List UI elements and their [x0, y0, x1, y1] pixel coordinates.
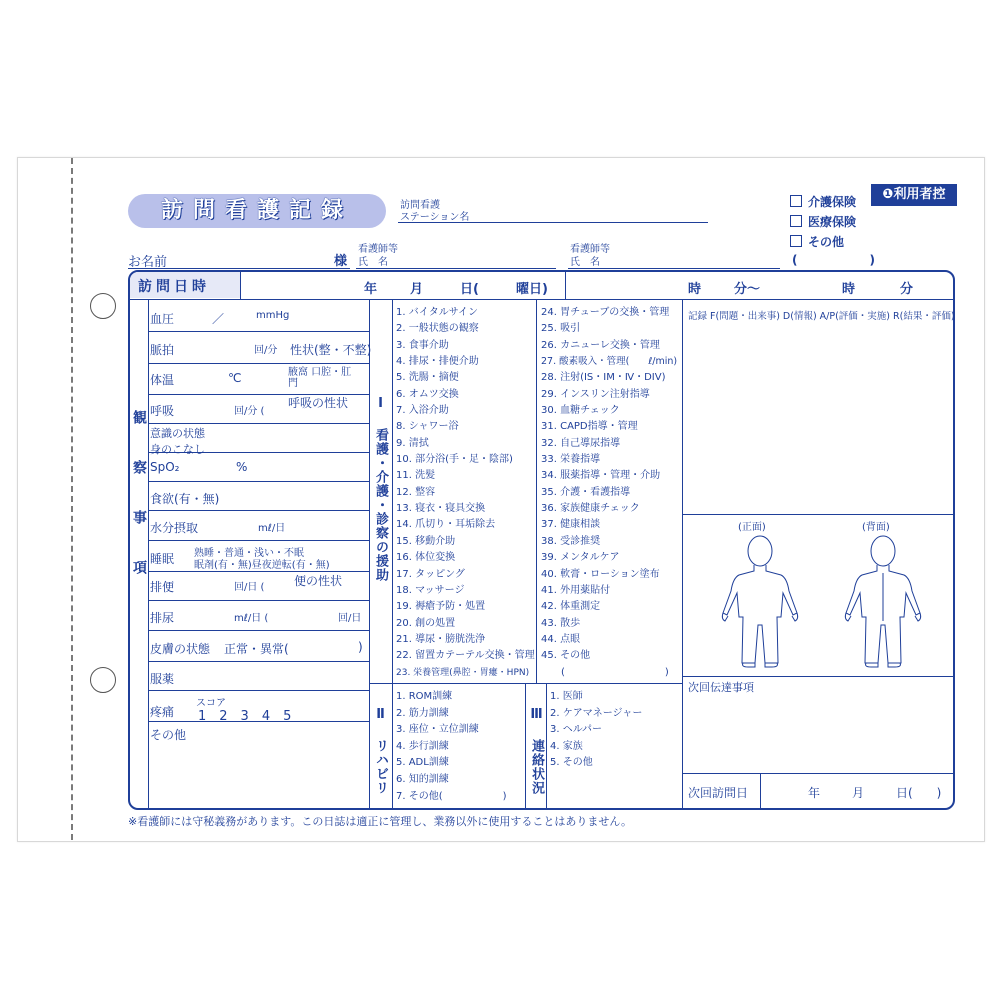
nurse-label-2: 氏 名: [358, 257, 388, 268]
punch-hole-top: [90, 293, 116, 319]
care-item[interactable]: 36. 家族健康チェック: [541, 503, 640, 515]
confidentiality-notice: ※看護師には守秘義務があります。この日誌は適正に管理し、業務以外に使用することはありません。: [128, 815, 632, 828]
section1-list-right: [541, 305, 677, 681]
care-item[interactable]: 20. 創の処置: [396, 617, 456, 629]
divider: [392, 300, 393, 683]
care-item[interactable]: 9. 清拭: [396, 437, 429, 449]
divider: [546, 684, 547, 808]
care-item[interactable]: 30. 血糖チェック: [541, 405, 620, 417]
divider: [149, 423, 369, 424]
divider: [525, 684, 526, 808]
divider: [565, 271, 566, 300]
obs-temperature: 体温 ℃ 腋窩 口腔・肛門: [150, 367, 352, 389]
care-item[interactable]: 28. 注射(IS・IM・Ⅳ・DIV): [541, 372, 666, 384]
care-item[interactable]: 21. 導尿・膀胱洗浄: [396, 633, 486, 645]
care-item[interactable]: 3. 食事介助: [396, 339, 449, 351]
nurse2-label-2: 氏 名: [570, 257, 600, 268]
care-item[interactable]: 32. 自己導尿指導: [541, 437, 621, 449]
visit-label: 訪問日時: [138, 279, 210, 295]
other-paren: ( ): [792, 253, 875, 267]
contact-item[interactable]: 2. ケアマネージャー: [550, 707, 643, 719]
visit-minute-start: 分〜: [734, 282, 761, 297]
visit-month: 月: [410, 282, 424, 297]
divider: [149, 481, 369, 482]
care-item[interactable]: 38. 受診推奨: [541, 535, 601, 547]
care-item[interactable]: 13. 寝衣・寝具交換: [396, 503, 486, 515]
care-item[interactable]: 11. 洗髪: [396, 470, 436, 482]
divider: [149, 630, 369, 631]
section2-list: [396, 689, 507, 805]
contact-item[interactable]: 4. 家族: [550, 740, 583, 752]
section1-list-left: [396, 305, 535, 681]
obs-fluid-intake: 水分摂取 mℓ/日: [150, 521, 286, 535]
obs-pulse: 脈拍 回/分 性状(整・不整): [150, 343, 372, 357]
rehab-item[interactable]: 7. その他( ): [396, 790, 507, 802]
station-line: [398, 222, 708, 223]
obs-medication: 服薬: [150, 672, 175, 686]
form-title: 訪問看護記録: [128, 194, 386, 228]
care-item[interactable]: 2. 一般状態の観察: [396, 323, 479, 335]
care-item[interactable]: 44. 点眼: [541, 633, 581, 645]
divider: [392, 684, 393, 808]
insurance-option-1[interactable]: 介護保険: [790, 193, 856, 210]
honorific: 様: [334, 254, 348, 269]
next-visit-year: 年: [808, 786, 821, 800]
divider: [536, 300, 537, 683]
care-item[interactable]: 41. 外用薬貼付: [541, 584, 611, 596]
contact-item[interactable]: 1. 医師: [550, 691, 583, 702]
care-item[interactable]: 29. インスリン注射指導: [541, 388, 650, 400]
obs-blood-pressure: 血圧 ／ mmHg: [150, 310, 290, 326]
rehab-item[interactable]: 4. 歩行訓練: [396, 740, 449, 752]
divider: [683, 773, 954, 774]
perforation-line: [71, 158, 73, 840]
divider: [370, 683, 682, 684]
rehab-item[interactable]: 2. 筋力訓練: [396, 707, 449, 719]
station-label-1: 訪問看護: [400, 200, 440, 211]
care-item[interactable]: 25. 吸引: [541, 323, 581, 335]
divider: [149, 661, 369, 662]
body-front-diagram[interactable]: [715, 533, 805, 668]
rehab-item[interactable]: 3. 座位・立位訓練: [396, 724, 479, 736]
section1-label: Ⅰ 看護・介護・診察の援助: [373, 396, 388, 582]
divider: [240, 271, 241, 300]
divider: [129, 299, 954, 300]
visit-day: 日(: [460, 282, 479, 297]
visit-weekday: 曜日): [516, 282, 548, 297]
care-item[interactable]: 26. カニューレ交換・管理: [541, 339, 660, 351]
care-item[interactable]: 4. 排尿・排便介助: [396, 356, 479, 368]
nurse-line: [356, 268, 556, 269]
rehab-item[interactable]: 1. ROM訓練: [396, 691, 453, 702]
name-label: お名前: [128, 255, 168, 270]
rehab-item[interactable]: 6. 知的訓練: [396, 773, 449, 785]
divider: [683, 514, 954, 515]
care-item[interactable]: 23. 栄養管理(鼻腔・胃瘻・HPN): [396, 667, 530, 678]
nurse2-line: [568, 268, 780, 269]
care-item[interactable]: 12. 整容: [396, 486, 436, 498]
copy-badge: ❶利用者控: [871, 184, 957, 206]
obs-other: その他: [150, 728, 187, 742]
visit-hour-start: 時: [688, 282, 702, 297]
care-item[interactable]: 27. 酸素吸入・管理( ℓ/min): [541, 356, 678, 368]
observation-section-label: 観察事項: [131, 410, 147, 610]
care-item[interactable]: 5. 洗腸・摘便: [396, 372, 459, 384]
nurse2-label-1: 看護師等: [570, 244, 610, 255]
obs-respiration: 呼吸 回/分 ( 呼吸の性状: [150, 396, 349, 418]
insurance-option-2[interactable]: 医療保険: [790, 213, 856, 230]
obs-appetite: 食欲(有・無): [150, 492, 220, 506]
insurance-option-3[interactable]: その他: [790, 233, 844, 250]
care-item[interactable]: 7. 入浴介助: [396, 405, 449, 417]
next-visit-label: 次回訪問日: [688, 786, 749, 800]
care-item[interactable]: 40. 軟膏・ローション塗布: [541, 568, 660, 580]
nurse-label-1: 看護師等: [358, 244, 398, 255]
visit-hour-end: 時: [842, 282, 856, 297]
care-item[interactable]: 35. 介護・看護指導: [541, 486, 631, 498]
care-item[interactable]: 39. メンタルケア: [541, 552, 620, 564]
front-label: (正面): [738, 522, 766, 533]
care-item[interactable]: 17. タッピング: [396, 568, 465, 580]
care-item[interactable]: 18. マッサージ: [396, 584, 465, 596]
divider: [369, 300, 370, 808]
obs-bowel: 排便 回/日 ( 便の性状: [150, 574, 343, 594]
station-label-2: ステーション名: [400, 212, 470, 223]
care-item[interactable]: 6. オムツ交換: [396, 388, 459, 400]
divider: [149, 690, 369, 691]
visit-minute-end: 分: [900, 282, 914, 297]
next-visit-day: 日( ): [896, 786, 942, 800]
section3-label: Ⅲ 連絡状況: [529, 707, 544, 795]
care-item[interactable]: 10. 部分浴(手・足・陰部): [396, 454, 513, 466]
back-label: (背面): [862, 522, 890, 533]
care-item-other-paren[interactable]: ( ): [561, 666, 669, 678]
body-back-diagram[interactable]: [838, 533, 928, 668]
care-item[interactable]: 37. 健康相談: [541, 519, 601, 531]
divider: [683, 676, 954, 677]
care-item[interactable]: 1. バイタルサイン: [396, 307, 479, 318]
care-item[interactable]: 14. 爪切り・耳垢除去: [396, 519, 496, 531]
visit-year: 年: [364, 282, 378, 297]
section3-list: [550, 689, 642, 772]
next-notes-area[interactable]: [683, 694, 954, 773]
record-area[interactable]: [683, 309, 954, 514]
care-item[interactable]: 45. その他: [541, 650, 591, 662]
contact-item[interactable]: 5. その他: [550, 757, 593, 769]
divider: [760, 774, 761, 808]
name-line: [128, 268, 350, 269]
divider: [149, 363, 369, 364]
next-notes-label: 次回伝達事項: [688, 681, 754, 694]
care-item[interactable]: 16. 体位変換: [396, 552, 456, 564]
contact-item[interactable]: 3. ヘルパー: [550, 724, 603, 736]
section2-label: Ⅱ リハビリ: [373, 707, 388, 795]
obs-consciousness: 意識の状態 身のこなし: [150, 427, 205, 456]
next-visit-month: 月: [852, 786, 865, 800]
care-item[interactable]: 43. 散歩: [541, 617, 581, 629]
care-item[interactable]: 33. 栄養指導: [541, 454, 601, 466]
obs-urination: 排尿 mℓ/日 ( 回/日: [150, 611, 362, 625]
obs-spo2: SpO₂ %: [150, 460, 248, 474]
care-item[interactable]: 15. 移動介助: [396, 535, 456, 547]
divider: [149, 510, 369, 511]
divider: [149, 540, 369, 541]
rehab-item[interactable]: 5. ADL訓練: [396, 757, 449, 769]
divider: [149, 331, 369, 332]
care-item[interactable]: 24. 胃チューブの交換・管理: [541, 307, 670, 318]
care-item[interactable]: 42. 体重測定: [541, 601, 601, 613]
care-item[interactable]: 22. 留置カテーテル交換・管理: [396, 650, 535, 662]
record-label: 記録 F(問題・出来事) D(情報) A/P(評価・実施) R(結果・評価): [688, 311, 955, 322]
care-item[interactable]: 31. CAPD指導・管理: [541, 421, 638, 433]
care-item[interactable]: 19. 褥瘡予防・処置: [396, 601, 486, 613]
obs-skin: 皮膚の状態 正常・異常( ): [150, 640, 363, 656]
divider: [149, 600, 369, 601]
punch-hole-bottom: [90, 667, 116, 693]
care-item[interactable]: 8. シャワー浴: [396, 421, 459, 433]
care-item[interactable]: 34. 服薬指導・管理・介助: [541, 470, 661, 482]
